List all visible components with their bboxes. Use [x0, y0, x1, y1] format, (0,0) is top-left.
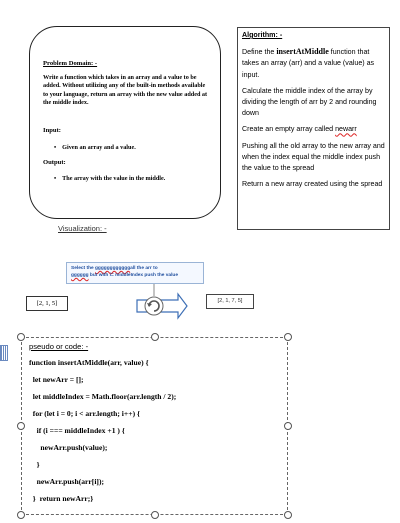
algorithm-step-1-prefix: Define the: [242, 48, 277, 57]
arrow-diagram: [60, 276, 210, 326]
algorithm-step-5: Return a new array created using the spread: [242, 180, 383, 189]
code-line: }: [29, 460, 40, 469]
problem-description: Write a function which takes in an array and a value to be added. Without utilizing any of the built-in methods available to your language, return an array with the new value added at the middle index.: [43, 74, 208, 106]
algorithm-step-3-prefix: Create an empty array called: [242, 125, 336, 134]
problem-domain-title: Problem Domain: -: [43, 60, 98, 67]
bullet-icon: •: [54, 144, 57, 151]
code-line: for (let i = 0; i < arr.length; i++) {: [29, 409, 140, 418]
problem-domain-box: [29, 26, 221, 219]
resize-handle-left[interactable]: [17, 422, 25, 430]
note-line-1: [71, 265, 199, 272]
input-label: Input:: [43, 127, 61, 134]
visualization-label: Visualization: -: [58, 224, 107, 233]
resize-handle-top-left[interactable]: [17, 333, 25, 341]
input-array-box: [2, 1, 5]: [26, 296, 68, 311]
pseudo-code-title: pseudo or code: -: [29, 342, 89, 351]
function-name: insertAtMiddle: [276, 47, 329, 57]
algorithm-title: Algorithm: -: [242, 31, 283, 39]
note-line-1-b: gggggggggggg: [95, 266, 131, 271]
resize-handle-bottom-right[interactable]: [284, 511, 292, 519]
bullet-icon: •: [54, 175, 57, 182]
code-line: newArr.push(arr[i]);: [29, 477, 105, 486]
code-line: newArr.push(value);: [29, 443, 108, 452]
input-item-text: Given an array and a value.: [62, 144, 136, 151]
algorithm-box: [237, 27, 390, 230]
output-item-text: The array with the value in the middle.: [62, 175, 166, 182]
resize-handle-top-right[interactable]: [284, 333, 292, 341]
algorithm-step-2: Calculate the middle index of the array by dividing the length of arr by 2 and rounding down: [242, 86, 377, 118]
note-line-1-a: Select the: [71, 266, 95, 271]
code-line: } return newArr;}: [29, 494, 94, 503]
algorithm-step-3: [242, 124, 385, 135]
output-item: [54, 175, 165, 183]
algorithm-step-1-suffix: function that takes an array (arr) and a value (value) as input.: [242, 48, 375, 79]
note-line-1-c: all the arr to: [130, 266, 158, 271]
resize-handle-top[interactable]: [151, 333, 159, 341]
output-label: Output:: [43, 159, 66, 166]
algorithm-step-1: [242, 46, 385, 81]
pseudo-code-box[interactable]: [21, 337, 288, 515]
note-line-2-a: gggggg: [71, 273, 89, 278]
code-line: function insertAtMiddle(arr, value) {: [29, 358, 149, 367]
newarr-name: newarr: [335, 125, 357, 134]
rotate-handle[interactable]: [145, 297, 163, 315]
algorithm-step-4: Pushing all the old array to the new array and when the index equal the middle index push the value to the spread: [242, 141, 385, 173]
code-line: let newArr = [];: [29, 375, 84, 384]
side-panel-tab[interactable]: [0, 345, 8, 361]
code-line: let middleIndex = Math.floor(arr.length / 2);: [29, 392, 177, 401]
resize-handle-bottom-left[interactable]: [17, 511, 25, 519]
resize-handle-bottom[interactable]: [151, 511, 159, 519]
input-item: [54, 144, 136, 152]
resize-handle-right[interactable]: [284, 422, 292, 430]
note-line-2-b: but with i= middleIndex push the value: [88, 273, 179, 278]
output-array-box: [2, 1, 7, 5]: [206, 294, 254, 309]
code-line: if (i === middleIndex +1 ) {: [29, 426, 125, 435]
